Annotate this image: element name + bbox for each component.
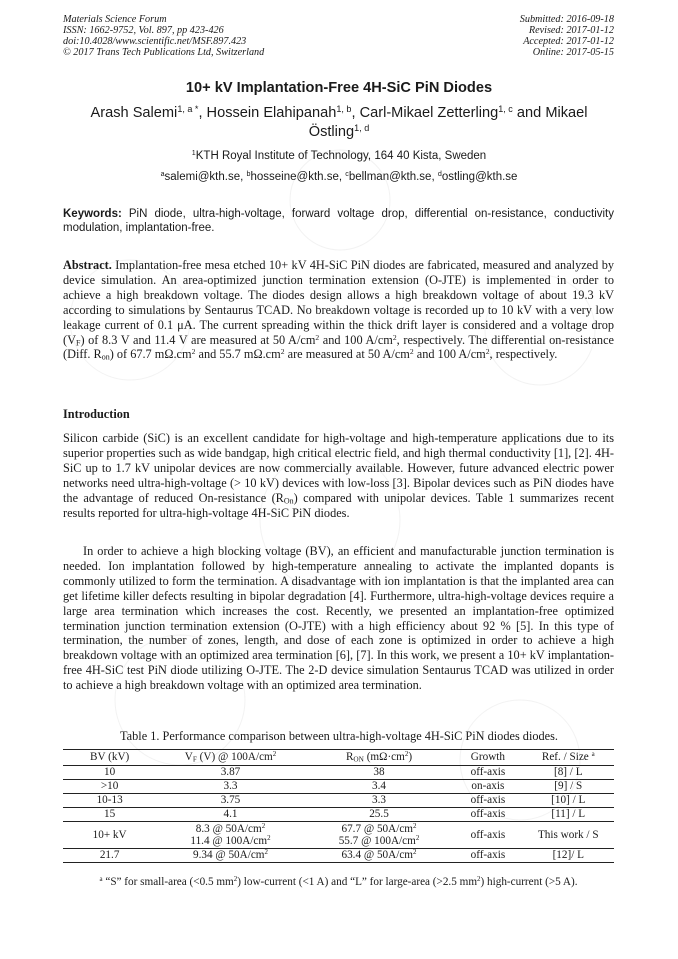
keywords — [63, 207, 614, 235]
affiliation: $^1$KTH Royal Institute of Technology, 164 40 Kista, Sweden — [191, 149, 487, 162]
col-header-bv: BV (kV) — [63, 750, 156, 766]
table-row: >10 3.3 3.4 on-axis [9] / S — [63, 780, 614, 794]
date-submitted: Submitted: 2016-09-18 — [519, 14, 614, 25]
col-header-ron: $R_{ON}$ $(m\Omega\cdot cm^2)$ — [305, 750, 454, 766]
date-revised: Revised: 2017-01-12 — [528, 25, 614, 36]
date-accepted: Accepted: 2017-01-12 — [523, 36, 614, 47]
table-footnote: $^a$ “S” for small-area (<0.5 $mm^2$) low-current (<1 A) and “L” for large-area (>2.5 $mm^2$) high-current (>5 A). — [99, 875, 578, 888]
abstract-label: Abstract. — [63, 258, 112, 272]
journal-issn: ISSN: 1662-9752, Vol. 897, pp 423-426 — [63, 25, 224, 36]
comparison-table — [63, 749, 614, 863]
author-sup: 1, d — [354, 123, 370, 134]
author-sup: 1, b — [336, 104, 352, 115]
journal-header-left — [63, 14, 264, 58]
table-row: 21.7 9.34 @ $50A/cm^2$ 63.4 @ $50A/cm^2$ off-axis [12]/ L — [63, 849, 614, 863]
table-row: 15 4.1 25.5 off-axis [11] / L — [63, 808, 614, 822]
author-list: Arash Salemi$^{1, a *}$, Hossein Elahipanah$^{1, b}$, Carl-Mikael Zetterling$^{1, c}$ and Mikael Östling$^{1, d}$ — [90, 104, 588, 140]
abstract-paragraph: Abstract. Implantation-free mesa etched 10+ kV 4H-SiC PiN diodes are fabricated, measured and analyzed by device simulation. An area-optimized junction termination extension (O-JTE) is implemented in order to achieve a high breakdown voltage. The diodes design allows a high breakdown voltage of about 19.3 kV according to simulations by Sentaurus TCAD. No breakdown voltage is recorded up to 10 kV with a very low leakage current of 0.1 μA. The current spreading within the thick drift layer is considered and a voltage drop $(V_F)$ of 8.3 V and 11.4 V are measured at 50 $A/cm^2$ and 100 $A/cm^2$, respectively. The differential on-resistance (Diff. $R_{on}$) of 67.7 $m\Omega.cm^2$ and 55.7 $m\Omega.cm^2$ are measured at 50 $A/cm^2$ and 100 $A/cm^2$, respectively. — [63, 258, 614, 363]
paper-title: 10+ kV Implantation-Free 4H-SiC PiN Diodes — [185, 80, 493, 96]
author-name: Hossein Elahipanah — [206, 105, 337, 121]
author-sup: 1, c — [498, 104, 513, 115]
col-header-ref: Ref. / Size $^a$ — [523, 750, 614, 766]
journal-doi: doi:10.4028/www.scientific.net/MSF.897.423 — [63, 36, 247, 47]
table-caption: Table 1. Performance comparison between ultra-high-voltage 4H-SiC PiN diodes diodes. — [120, 729, 558, 743]
col-header-growth: Growth — [453, 750, 522, 766]
journal-name: Materials Science Forum — [63, 14, 167, 25]
journal-copyright: © 2017 Trans Tech Publications Ltd, Switzerland — [63, 47, 265, 58]
email-link[interactable]: salemi@kth.se — [164, 171, 241, 183]
author-name: Mikael Östling — [308, 105, 588, 140]
email-link[interactable]: ostling@kth.se — [441, 171, 518, 183]
author-emails: $^a$salemi@kth.se, $^b$hosseine@kth.se, $^c$bellman@kth.se, $^d$ostling@kth.se — [160, 170, 518, 183]
col-header-vf: $V_F$ (V) @ $100A/cm^2$ — [156, 750, 305, 766]
keywords-text: PiN diode, ultra-high-voltage, forward voltage drop, differential on-resistance, conductivity modulation, implantation-free. — [63, 208, 614, 234]
table-header-row — [63, 750, 614, 766]
date-online: Online: 2017-05-15 — [532, 47, 614, 58]
intro-paragraph-1: Silicon carbide (SiC) is an excellent candidate for high-voltage and high-temperature applications due to its superior properties such as wide bandgap, high critical electric field, and high thermal conductivity [1], [2]. 4H-SiC up to 1.7 kV unipolar devices are now commercially available. However, future advanced electric power networks need ultra-high-voltage (> 10 kV) devices with low-loss [3]. Bipolar devices such as PiN diodes have the advantage of reduced On-resistance $(R_{On})$ compared with unipolar devices. Table 1 summarizes recent results reported for ultra-high-voltage 4H-SiC PiN diodes. — [63, 431, 614, 520]
email-link[interactable]: hosseine@kth.se — [250, 171, 339, 183]
table-row: 10-13 3.75 3.3 off-axis [10] / L — [63, 794, 614, 808]
table-row-this-work: 10+ kV 8.3 @ $50A/cm^2$ 11.4 @ $100A/cm^2$ 67.7 @ $50A/cm^2$ 55.7 @ $100A/cm^2$ off-axis This work / S — [63, 822, 614, 849]
author-name: Carl-Mikael Zetterling — [359, 105, 499, 121]
table-row: 10 3.87 38 off-axis [8] / L — [63, 766, 614, 780]
author-sup: 1, a * — [177, 104, 199, 115]
email-link[interactable]: bellman@kth.se — [348, 171, 432, 183]
author-name: Arash Salemi — [90, 105, 178, 121]
keywords-label: Keywords: — [63, 208, 122, 220]
journal-header-right — [520, 14, 614, 58]
section-heading-introduction: Introduction — [63, 407, 130, 421]
intro-paragraph-2: In order to achieve a high blocking voltage (BV), an efficient and manufacturable junction termination is needed. Ion implantation followed by high-temperature annealing to activate the implanted dopants is commonly utilized to form the termination. A disadvantage with ion implantation is that the implanted area can get lifetime killer defects resulting in bipolar degradation [4]. Furthermore, ultra-high-voltage devices require a large area termination which increases the cost. Recently, we presented an implantation-free optimized termination junction termination extension (O-JTE) with a high efficiency about 92 % [5]. In this type of termination, the number of zones, length, and dose of each zone is optimized in order to achieve a high breakdown voltage with an optimized area termination [6], [7]. In this work, we present a 10+ kV implantation-free 4H-SiC test PiN diode utilizing O-JTE. The 2-D device simulation Sentaurus TCAD was utilized in order to achieve a high breakdown voltage with an optimized area termination. — [63, 544, 614, 693]
